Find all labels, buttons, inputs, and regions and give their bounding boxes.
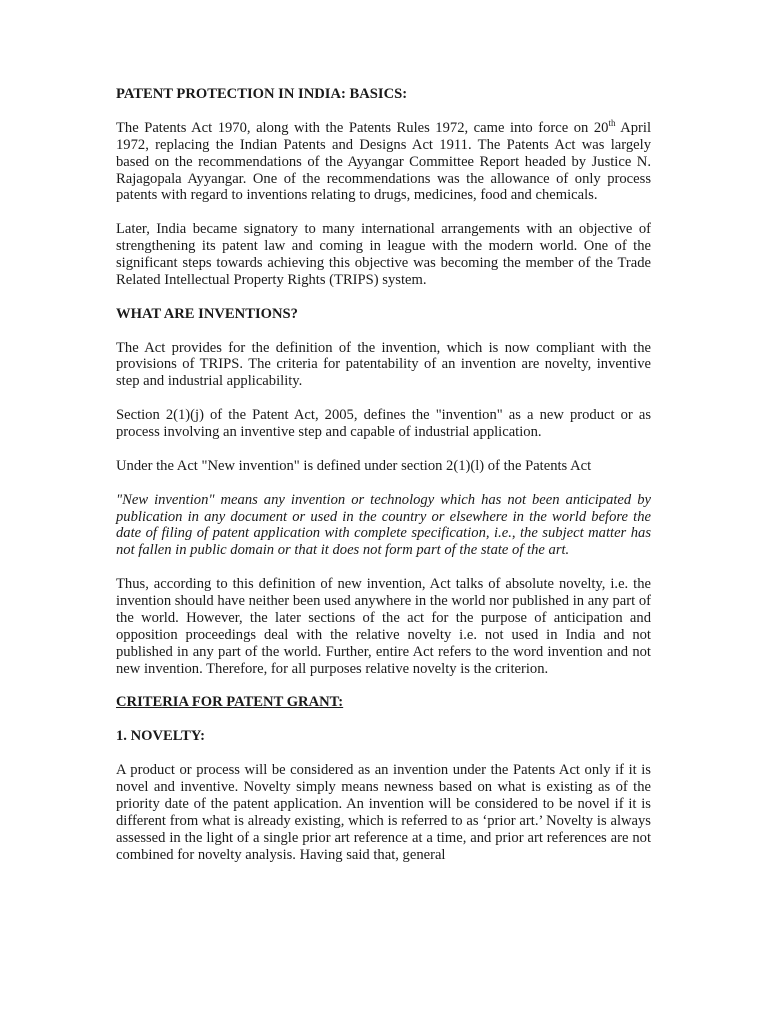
spacer: [116, 711, 651, 728]
heading-criteria: CRITERIA FOR PATENT GRANT:: [116, 694, 344, 711]
spacer: [116, 678, 651, 695]
paragraph-trips: Later, India became signatory to many international arrangements with an objective of strengthening its patent law and coming in league with the modern world. One of the significant steps towards achieving this objective was becoming the member of the Trade Related Intellectual Property Rights (TRIPS) system.: [116, 221, 651, 288]
heading-basics: PATENT PROTECTION IN INDIA: BASICS:: [116, 86, 408, 102]
spacer: [116, 390, 651, 407]
spacer: [116, 204, 651, 221]
paragraph-new-invention-intro: Under the Act "New invention" is defined under section 2(1)(l) of the Patents Act: [116, 457, 592, 474]
quote-new-invention: "New invention" means any invention or technology which has not been anticipated by publication in any document or used in the country or elsewhere in the world before the date of filing of patent application with complete specification, i.e., the subject matter has not fallen in public domain or that it does not form part of the state of the art.: [116, 491, 651, 559]
spacer: [116, 289, 651, 306]
paragraph-patents-act-part1: The Patents Act 1970, along with the Patents Rules 1972, came into force on 20: [116, 119, 609, 136]
spacer: [116, 745, 651, 762]
spacer: [116, 475, 651, 492]
spacer: [116, 441, 651, 458]
paragraph-patents-act-part2: April 1972, replacing the Indian Patents and Designs Act 1911. The Patents Act was largely based on the recommendations of the Ayyangar Committee Report headed by Justice N. Rajagopala Ayyangar. One of the recommendations was the allowance of only process patents with regard to inventions relating to drugs, medicines, food and chemicals.: [116, 119, 651, 204]
spacer: [116, 103, 651, 120]
paragraph-novelty: A product or process will be considered as an invention under the Patents Act only if it is novel and inventive. Novelty simply means newness based on what is existing as of the priority date of the patent application. An invention will be considered to be novel if it is different from what is already existing, which is referred to as ‘prior art.’ Novelty is always assessed in the light of a single prior art reference at a time, and prior art references are not combined for novelty analysis. Having said that, general: [116, 762, 651, 863]
spacer: [116, 559, 651, 576]
document-page: [116, 86, 651, 864]
paragraph-definition: The Act provides for the definition of the invention, which is now compliant with the provisions of TRIPS. The criteria for patentability of an invention are novelty, inventive step and industrial applicability.: [116, 339, 651, 390]
spacer: [116, 323, 651, 340]
paragraph-patents-act: [116, 117, 651, 205]
paragraph-absolute-novelty: Thus, according to this definition of new invention, Act talks of absolute novelty, i.e. the invention should have neither been used anywhere in the world nor published in any part of the world. However, the later sections of the act for the purpose of anticipation and opposition proceedings deal with the relative novelty i.e. not used in India and not published in any part of the world. Further, entire Act refers to the word invention and not new invention. Therefore, for all purposes relative novelty is the criterion.: [116, 576, 651, 677]
paragraph-section-2-1-j: Section 2(1)(j) of the Patent Act, 2005, defines the "invention" as a new product or as process involving an inventive step and capable of industrial application.: [116, 407, 651, 441]
heading-inventions: WHAT ARE INVENTIONS?: [116, 305, 298, 322]
heading-novelty: 1. NOVELTY:: [116, 728, 205, 745]
ordinal-suffix: th: [608, 117, 616, 128]
